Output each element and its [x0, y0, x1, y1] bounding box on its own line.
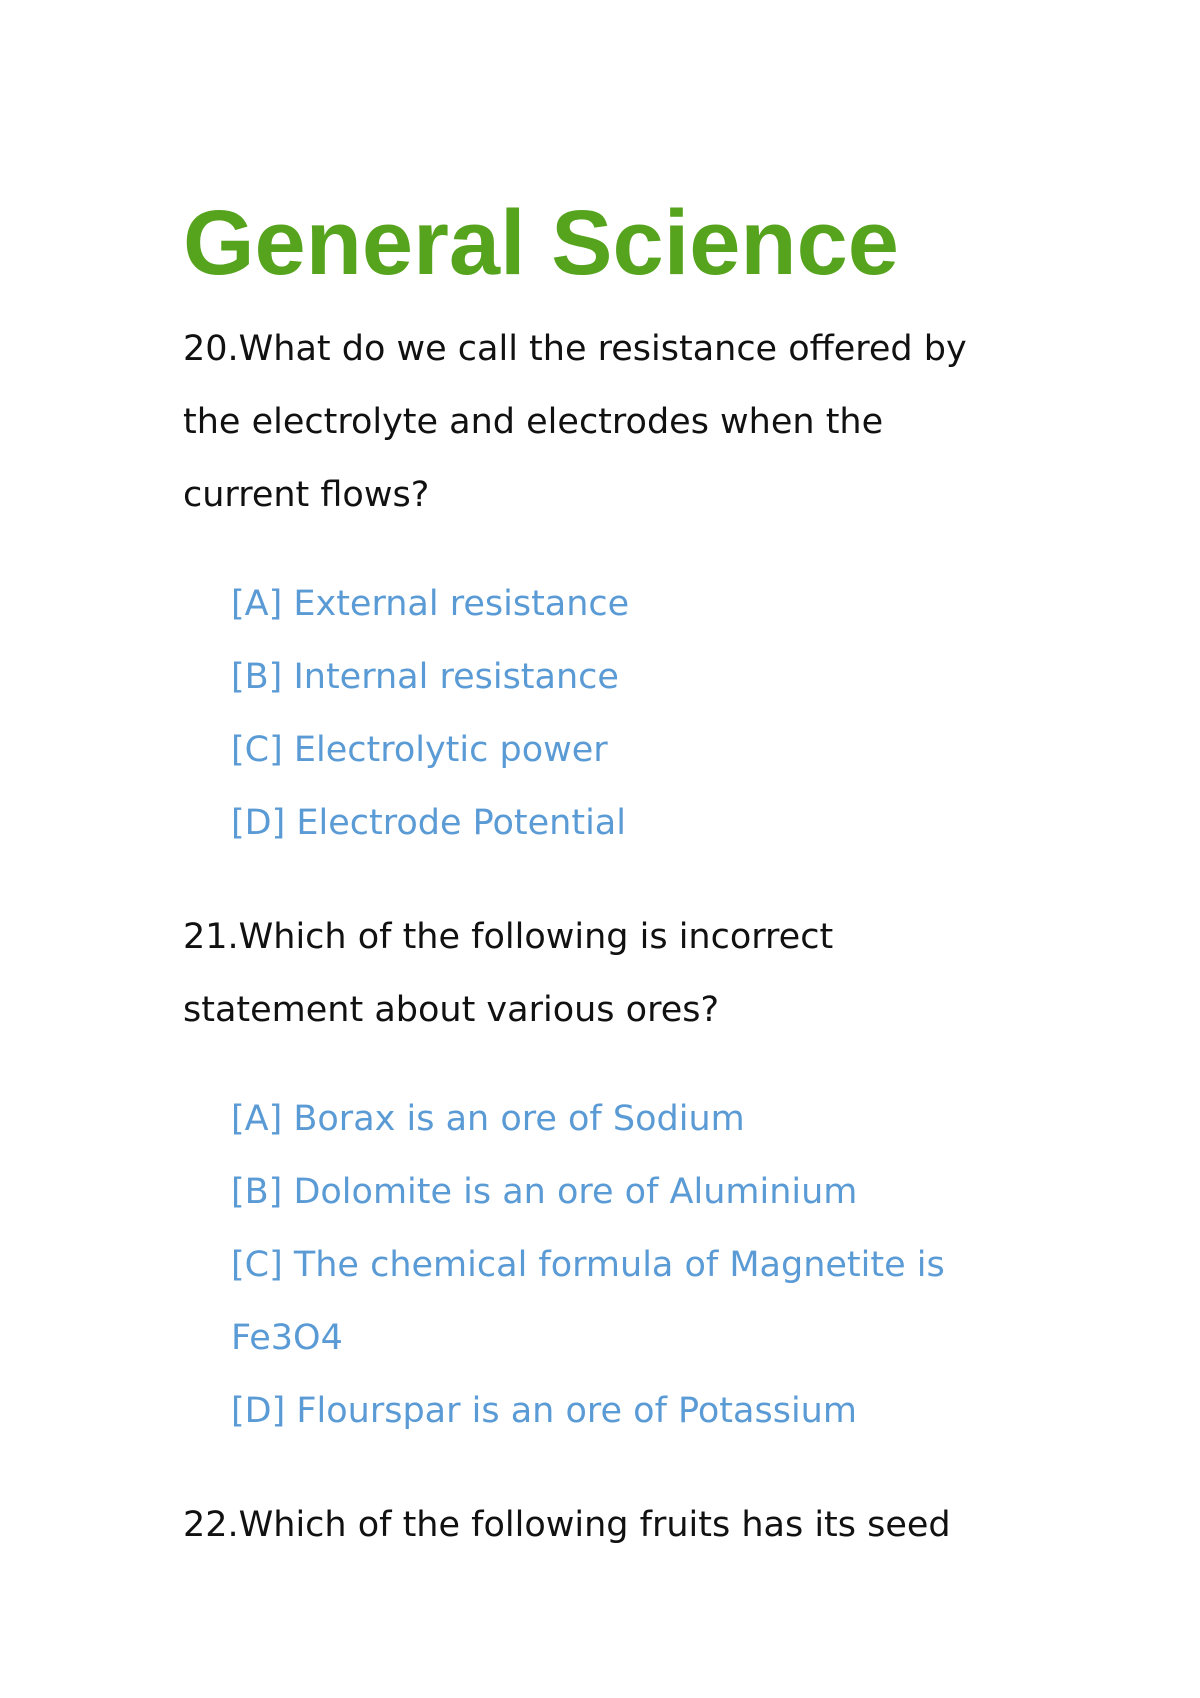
- question-21-option-a: [A] Borax is an ore of Sodium: [231, 1099, 745, 1139]
- question-21-option-c: [C] The chemical formula of Magnetite is Fe3O4: [231, 1245, 945, 1358]
- question-20: 20.What do we call the resistance offered by the electrolyte and electrodes when the current flows?: [183, 329, 967, 515]
- question-20-option-b: [B] Internal resistance: [231, 657, 619, 697]
- question-21: 21.Which of the following is incorrect statement about various ores?: [183, 917, 834, 1030]
- question-21-options: [231, 1083, 991, 1448]
- question-21-option-b: [B] Dolomite is an ore of Aluminium: [231, 1172, 858, 1212]
- question-20-options: [231, 568, 991, 860]
- page-title: General Science: [183, 192, 899, 294]
- question-21-option-d: [D] Flourspar is an ore of Potassium: [231, 1391, 857, 1431]
- question-20-option-d: [D] Electrode Potential: [231, 803, 626, 843]
- question-20-option-a: [A] External resistance: [231, 584, 630, 624]
- question-22: 22.Which of the following fruits has its seed: [183, 1505, 951, 1545]
- question-20-option-c: [C] Electrolytic power: [231, 730, 608, 770]
